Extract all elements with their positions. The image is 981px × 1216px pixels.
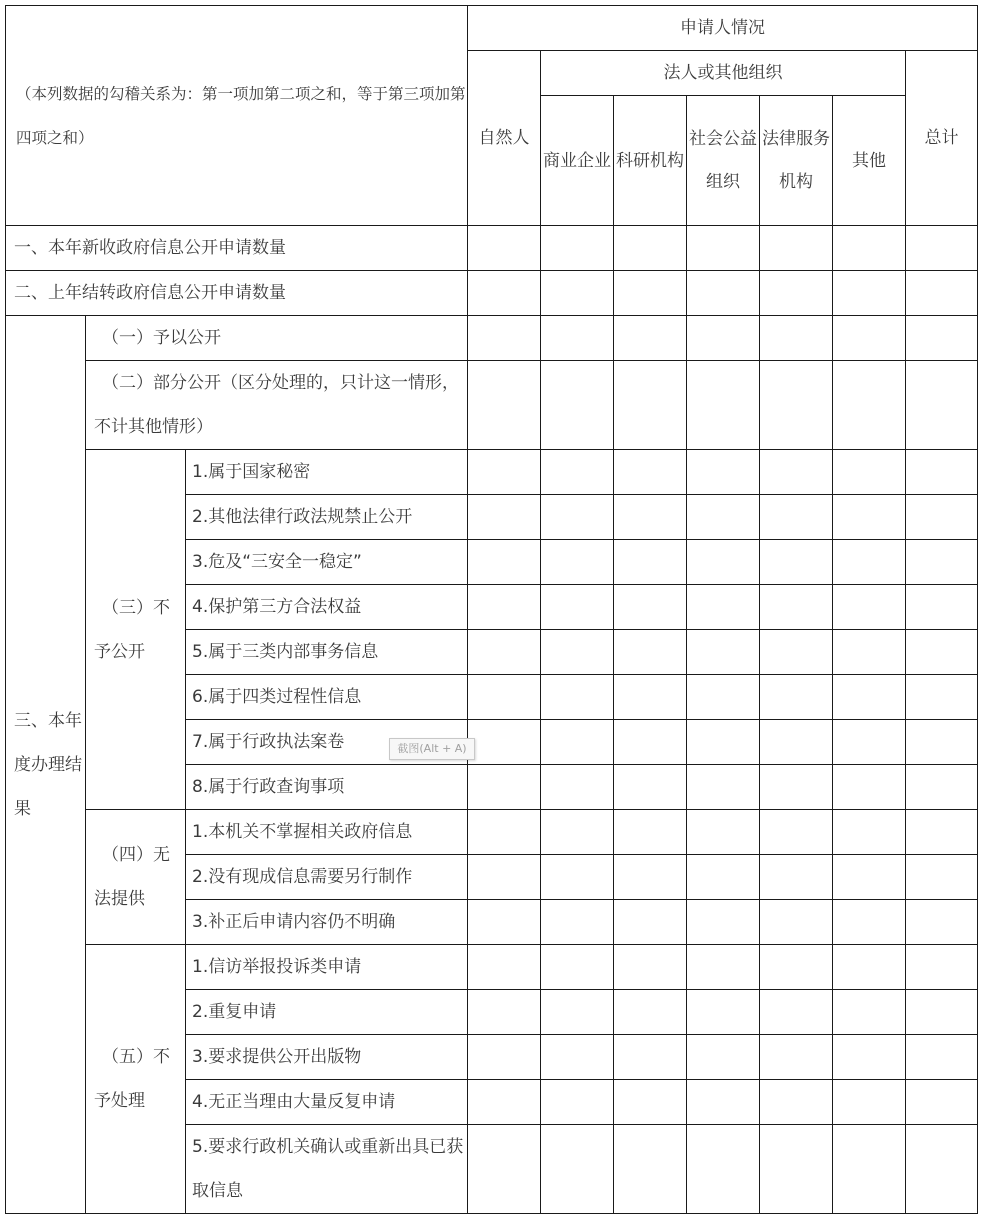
cell [468,765,541,810]
item-not-disclosed: 2.其他法律行政法规禁止公开 [186,495,468,540]
cell [906,585,978,630]
cell [906,1035,978,1080]
cell [541,765,614,810]
cell [541,1125,614,1214]
cell [906,855,978,900]
cell [687,361,760,450]
row-new-requests: 一、本年新收政府信息公开申请数量 [6,226,468,271]
cell [760,990,833,1035]
cell [687,900,760,945]
cell [687,540,760,585]
cell [906,226,978,271]
cell [614,810,687,855]
cell [760,855,833,900]
item-not-disclosed: 6.属于四类过程性信息 [186,675,468,720]
cell [614,720,687,765]
cell [833,855,906,900]
cell [468,810,541,855]
cell [541,630,614,675]
cell [687,810,760,855]
cell [468,900,541,945]
natural-person-header: 自然人 [468,51,541,226]
cell [541,450,614,495]
cell [468,855,541,900]
item-cannot-provide: 2.没有现成信息需要另行制作 [186,855,468,900]
disclosure-stats-table [5,5,978,1214]
cell [614,540,687,585]
org-type-legal-service: 法律服务机构 [760,96,833,226]
item-not-disclosed: 3.危及“三安全一稳定” [186,540,468,585]
cell [541,495,614,540]
cell [468,271,541,316]
cell [906,271,978,316]
cell [906,540,978,585]
cell [468,990,541,1035]
cell [906,450,978,495]
cell [906,495,978,540]
cell [760,765,833,810]
cell [468,316,541,361]
row-disclosed: （一）予以公开 [86,316,468,361]
cell [687,1035,760,1080]
cell [833,1080,906,1125]
cell [833,765,906,810]
cell [687,271,760,316]
cell [760,226,833,271]
cell [614,675,687,720]
screenshot-tooltip: 截图(Alt + A) [389,738,475,760]
cell [687,630,760,675]
cell [760,675,833,720]
org-type-other: 其他 [833,96,906,226]
cell [541,316,614,361]
total-header: 总计 [906,51,978,226]
cell [468,226,541,271]
cell [614,361,687,450]
cell [614,900,687,945]
cell [468,450,541,495]
item-not-disclosed: 5.属于三类内部事务信息 [186,630,468,675]
cell [468,630,541,675]
item-not-disclosed: 1.属于国家秘密 [186,450,468,495]
row-carried-over: 二、上年结转政府信息公开申请数量 [6,271,468,316]
cell [906,990,978,1035]
cell [541,945,614,990]
cell [833,675,906,720]
cell [468,361,541,450]
cell [468,945,541,990]
cell [833,945,906,990]
item-cannot-provide: 1.本机关不掌握相关政府信息 [186,810,468,855]
cell [760,900,833,945]
cell [614,1125,687,1214]
cell [833,450,906,495]
cell [760,361,833,450]
cell [833,361,906,450]
cell [541,1035,614,1080]
cell [687,675,760,720]
legal-org-header: 法人或其他组织 [541,51,906,96]
cell [541,990,614,1035]
cell [906,630,978,675]
cell [687,450,760,495]
cell [687,585,760,630]
cell [614,226,687,271]
cell [468,495,541,540]
cell [468,1035,541,1080]
cell [687,855,760,900]
cell [906,316,978,361]
cell [760,585,833,630]
cell [468,1125,541,1214]
cell [468,675,541,720]
cell [906,675,978,720]
org-type-business: 商业企业 [541,96,614,226]
cell [833,316,906,361]
cell [833,495,906,540]
cell [833,810,906,855]
cell [687,945,760,990]
cell [687,1080,760,1125]
cell [760,1080,833,1125]
item-not-processed: 1.信访举报投诉类申请 [186,945,468,990]
cell [906,810,978,855]
cell [614,585,687,630]
item-not-processed: 5.要求行政机关确认或重新出具已获取信息 [186,1125,468,1214]
item-not-processed: 4.无正当理由大量反复申请 [186,1080,468,1125]
cell [760,945,833,990]
cell [760,630,833,675]
item-not-processed: 2.重复申请 [186,990,468,1035]
cell [833,1035,906,1080]
cell [760,316,833,361]
cell [906,945,978,990]
cell [760,1125,833,1214]
cell [760,271,833,316]
item-not-processed: 3.要求提供公开出版物 [186,1035,468,1080]
cell [614,765,687,810]
cell [541,540,614,585]
cell [906,1080,978,1125]
cell [687,1125,760,1214]
cell [614,271,687,316]
cell [614,495,687,540]
cell [468,585,541,630]
cell [687,495,760,540]
cell [614,1035,687,1080]
cell [541,855,614,900]
item-not-disclosed: 8.属于行政查询事项 [186,765,468,810]
cell [760,540,833,585]
cell [614,630,687,675]
cell [833,990,906,1035]
cell [833,585,906,630]
cell [906,900,978,945]
cell [833,271,906,316]
cell [833,900,906,945]
relationship-note: （本列数据的勾稽关系为：第一项加第二项之和，等于第三项加第四项之和） [6,6,468,226]
cell [833,1125,906,1214]
cell [541,585,614,630]
cell [833,630,906,675]
cell [687,316,760,361]
cell [541,810,614,855]
cell [906,720,978,765]
cell [833,540,906,585]
cell [541,361,614,450]
cell [760,1035,833,1080]
row-partially-disclosed: （二）部分公开（区分处理的，只计这一情形，不计其他情形） [86,361,468,450]
org-type-public-welfare: 社会公益组织 [687,96,760,226]
cell [760,450,833,495]
cell [541,900,614,945]
cell [614,316,687,361]
item-cannot-provide: 3.补正后申请内容仍不明确 [186,900,468,945]
cell [541,271,614,316]
cell [906,361,978,450]
cell [687,226,760,271]
cell [614,990,687,1035]
cell [614,855,687,900]
cell [687,990,760,1035]
cell [687,765,760,810]
cell [906,1125,978,1214]
cell [760,720,833,765]
cell [541,675,614,720]
row-results-label: 三、本年度办理结果 [6,316,86,1214]
cell [687,720,760,765]
cell [541,720,614,765]
cell [760,810,833,855]
cell [833,226,906,271]
group-cannot-provide: （四）无法提供 [86,810,186,945]
cell [541,1080,614,1125]
org-type-research: 科研机构 [614,96,687,226]
cell [468,720,541,765]
cell [468,540,541,585]
cell [614,945,687,990]
group-not-processed: （五）不予处理 [86,945,186,1214]
cell [760,495,833,540]
cell [906,765,978,810]
item-not-disclosed: 4.保护第三方合法权益 [186,585,468,630]
applicant-header: 申请人情况 [468,6,978,51]
cell [833,720,906,765]
cell [541,226,614,271]
cell [614,450,687,495]
item-not-disclosed: 7.属于行政执法案卷 [186,720,468,765]
group-not-disclosed: （三）不予公开 [86,450,186,810]
cell [468,1080,541,1125]
cell [614,1080,687,1125]
